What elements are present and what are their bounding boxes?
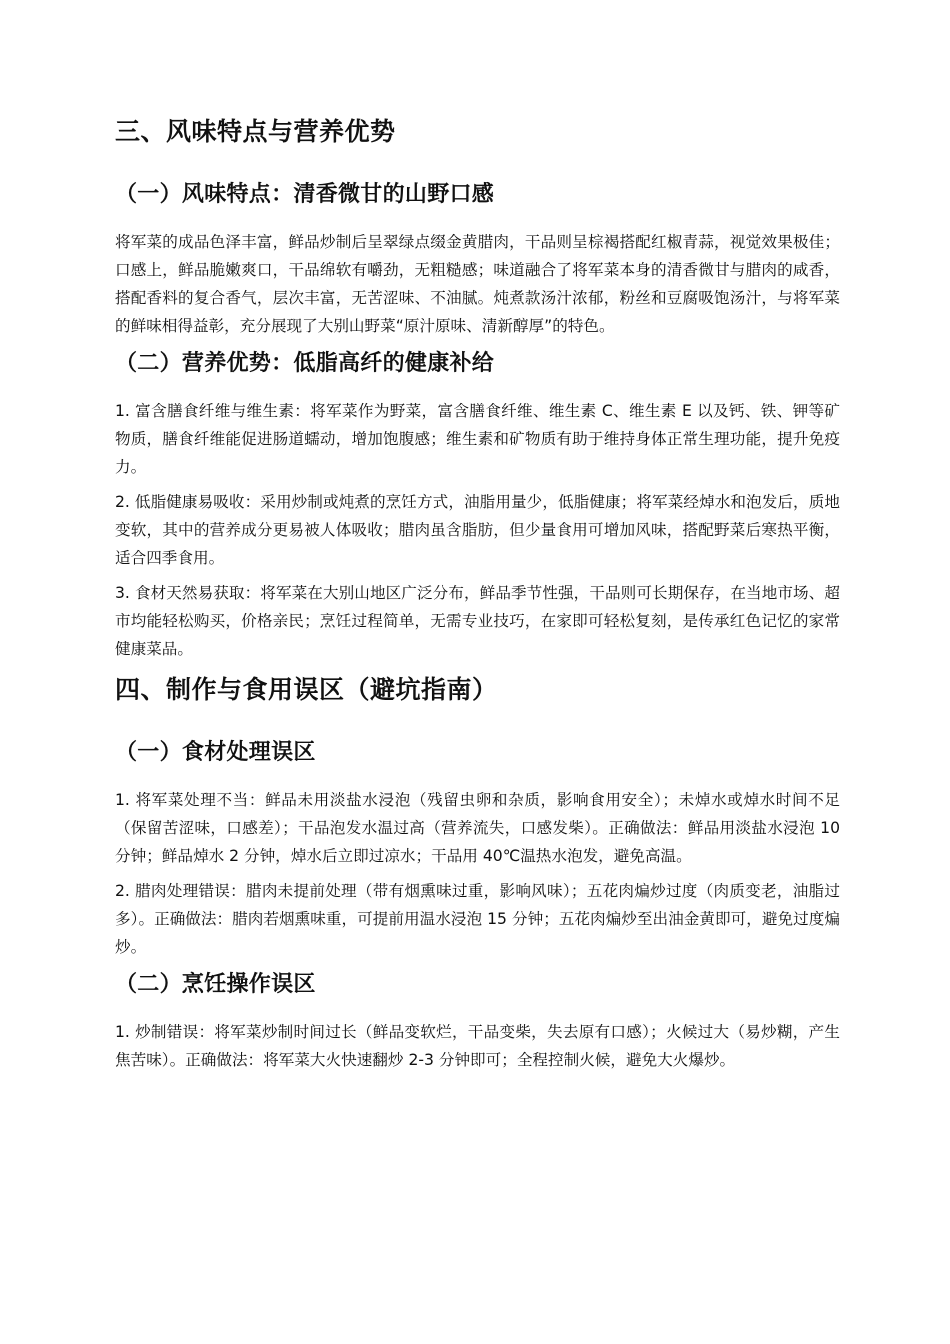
section-3-2-title: （二）营养优势：低脂高纤的健康补给: [115, 351, 495, 376]
section-4-title: 四、制作与食用误区（避坑指南）: [115, 675, 498, 704]
section-3-1-title: （一）风味特点：清香微甘的山野口感: [115, 182, 495, 207]
section-4-1-title: （一）食材处理误区: [115, 740, 316, 765]
cooking-mistake-item-1: 1. 炒制错误：将军菜炒制时间过长（鲜品变软烂，干品变柴，失去原有口感）；火候过大（易炒糊，产生焦苦味）。正确做法：将军菜大火快速翻炒 2-3 分钟即可；全程控制火候，避免大火爆炒。: [115, 1023, 840, 1069]
section-4-2-title: （二）烹饪操作误区: [115, 972, 316, 997]
nutrition-item-3: 3. 食材天然易获取：将军菜在大别山地区广泛分布，鲜品季节性强，干品则可长期保存，在当地市场、超市均能轻松购买，价格亲民；烹饪过程简单，无需专业技巧，在家即可轻松复刻，是传承红色记忆的家常健康菜品。: [115, 584, 840, 658]
nutrition-item-2: 2. 低脂健康易吸收：采用炒制或炖煮的烹饪方式，油脂用量少，低脂健康；将军菜经焯水和泡发后，质地变软，其中的营养成分更易被人体吸收；腊肉虽含脂肪，但少量食用可增加风味，搭配野菜后寒热平衡，适合四季食用。: [115, 493, 840, 567]
nutrition-item-1: 1. 富含膳食纤维与维生素：将军菜作为野菜，富含膳食纤维、维生素 C、维生素 E 以及钙、铁、钾等矿物质，膳食纤维能促进肠道蠕动，增加饱腹感；维生素和矿物质有助于维持身体正常生理功能，提升免疫力。: [115, 402, 840, 476]
prep-mistake-item-1: 1. 将军菜处理不当：鲜品未用淡盐水浸泡（残留虫卵和杂质，影响食用安全）；未焯水或焯水时间不足（保留苦涩味，口感差）；干品泡发水温过高（营养流失，口感发柴）。正确做法：鲜品用淡盐水浸泡 10 分钟；鲜品焯水 2 分钟，焯水后立即过凉水；干品用 40℃温热水泡发，避免高温。: [115, 791, 840, 865]
prep-mistake-item-2: 2. 腊肉处理错误：腊肉未提前处理（带有烟熏味过重，影响风味）；五花肉煸炒过度（肉质变老，油脂过多）。正确做法：腊肉若烟熏味重，可提前用温水浸泡 15 分钟；五花肉煸炒至出油金黄即可，避免过度煸炒。: [115, 882, 840, 956]
section-3-title: 三、风味特点与营养优势: [115, 117, 396, 146]
document-page: [115, 112, 840, 1081]
flavor-paragraph: 将军菜的成品色泽丰富，鲜品炒制后呈翠绿点缀金黄腊肉，干品则呈棕褐搭配红椒青蒜，视觉效果极佳；口感上，鲜品脆嫩爽口，干品绵软有嚼劲，无粗糙感；味道融合了将军菜本身的清香微甘与腊肉的咸香，搭配香料的复合香气，层次丰富，无苦涩味、不油腻。炖煮款汤汁浓郁，粉丝和豆腐吸饱汤汁，与将军菜的鲜味相得益彰，充分展现了大别山野菜“原汁原味、清新醇厚”的特色。: [115, 233, 840, 335]
